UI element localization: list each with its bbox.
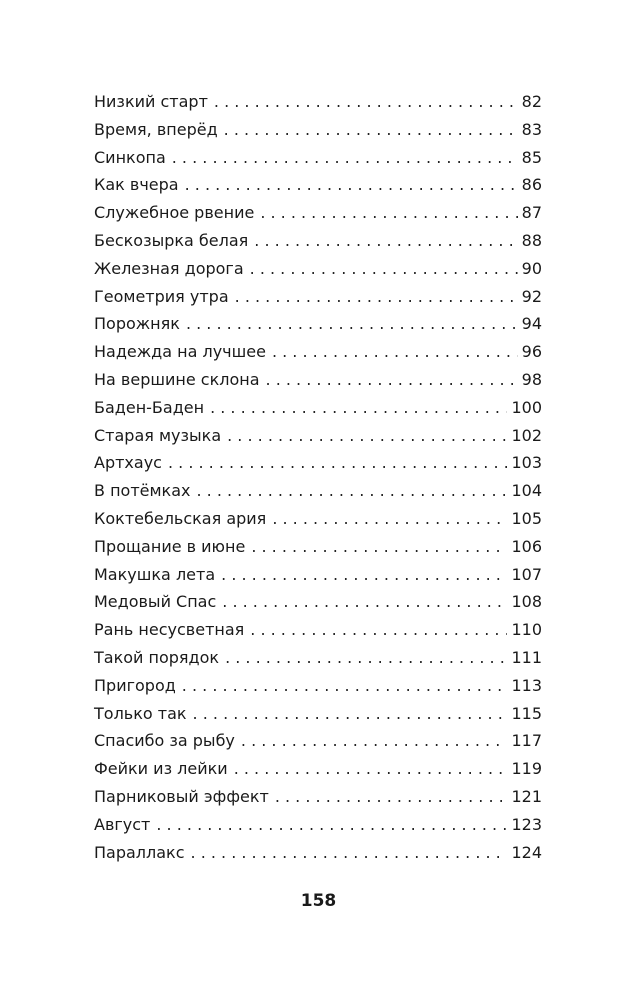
toc-entry-page: 113 bbox=[511, 675, 542, 695]
toc-dot-leader bbox=[234, 755, 508, 783]
toc-entry-page: 107 bbox=[511, 564, 542, 584]
toc-entry bbox=[94, 310, 542, 338]
toc-entry-title: Такой порядок bbox=[94, 647, 220, 667]
toc-entry-page: 105 bbox=[511, 508, 542, 528]
toc-dot-leader bbox=[272, 505, 507, 533]
toc-entry-title: Как вчера bbox=[94, 175, 179, 195]
toc-dot-leader bbox=[235, 283, 518, 311]
toc-dot-leader bbox=[225, 644, 507, 672]
toc-entry-page: 86 bbox=[521, 175, 542, 195]
toc-entry-page: 98 bbox=[521, 369, 542, 389]
toc-entry bbox=[94, 561, 542, 589]
toc-entry-page: 102 bbox=[511, 425, 542, 445]
toc-entry bbox=[94, 727, 542, 755]
toc-entry-title: Парниковый эффект bbox=[94, 786, 269, 806]
toc-entry-page: 87 bbox=[521, 203, 542, 223]
toc-entry-title: На вершине склона bbox=[94, 369, 260, 389]
toc-entry-title: Синкопа bbox=[94, 147, 166, 167]
toc-entry bbox=[94, 144, 542, 172]
toc-entry bbox=[94, 533, 542, 561]
toc-entry bbox=[94, 811, 542, 839]
toc-entry-title: Бескозырка белая bbox=[94, 230, 249, 250]
toc-entry bbox=[94, 338, 542, 366]
toc-dot-leader bbox=[275, 783, 508, 811]
toc-entry-title: Пригород bbox=[94, 675, 176, 695]
toc-entry-title: Фейки из лейки bbox=[94, 759, 228, 779]
toc-entry-page: 103 bbox=[511, 453, 542, 473]
toc-entry-page: 124 bbox=[511, 842, 542, 862]
toc-entry-title: Надежда на лучшее bbox=[94, 342, 266, 362]
toc-entry-title: Только так bbox=[94, 703, 187, 723]
toc-entry bbox=[94, 700, 542, 728]
toc-entry-page: 83 bbox=[521, 119, 542, 139]
toc-entry-page: 106 bbox=[511, 536, 542, 556]
toc-entry-page: 82 bbox=[521, 92, 542, 111]
toc-dot-leader bbox=[222, 588, 507, 616]
toc-entry-title: Служебное рвение bbox=[94, 203, 255, 223]
toc-entry bbox=[94, 839, 542, 867]
toc-entry-page: 96 bbox=[521, 342, 542, 362]
toc-entry-page: 111 bbox=[511, 647, 542, 667]
toc-entry-title: Геометрия утра bbox=[94, 286, 229, 306]
toc-entry-page: 108 bbox=[511, 592, 542, 612]
toc-entry bbox=[94, 644, 542, 672]
toc-dot-leader bbox=[191, 839, 508, 867]
toc-entry-title: Макушка лета bbox=[94, 564, 216, 584]
toc-entry-page: 104 bbox=[511, 481, 542, 501]
toc-dot-leader bbox=[250, 255, 518, 283]
toc-entry bbox=[94, 227, 542, 255]
toc-entry bbox=[94, 588, 542, 616]
toc-entry-page: 94 bbox=[521, 314, 542, 334]
page-number: 158 bbox=[300, 891, 337, 911]
toc-entry-page: 115 bbox=[511, 703, 542, 723]
toc-entry bbox=[94, 477, 542, 505]
toc-dot-leader bbox=[182, 672, 508, 700]
toc-entry bbox=[94, 283, 542, 311]
toc-entry bbox=[94, 449, 542, 477]
toc-entry bbox=[94, 116, 542, 144]
toc-entry-title: Коктебельская ария bbox=[94, 508, 267, 528]
toc-entry-page: 119 bbox=[511, 759, 542, 779]
toc-entry-title: Медовый Спас bbox=[94, 592, 217, 612]
toc-dot-leader bbox=[185, 171, 518, 199]
toc-entry-page: 90 bbox=[521, 258, 542, 278]
toc-entry-page: 92 bbox=[521, 286, 542, 306]
toc-entry-title: Артхаус bbox=[94, 453, 162, 473]
toc-entry-title: Железная дорога bbox=[94, 258, 244, 278]
toc-dot-leader bbox=[172, 144, 518, 172]
toc-entry-page: 117 bbox=[511, 731, 542, 751]
toc-dot-leader bbox=[221, 561, 507, 589]
toc-entry bbox=[94, 171, 542, 199]
toc-entry-title: В потёмках bbox=[94, 481, 191, 501]
toc-entry-page: 100 bbox=[511, 397, 542, 417]
toc-entry bbox=[94, 755, 542, 783]
toc-dot-leader bbox=[156, 811, 507, 839]
toc-dot-leader bbox=[193, 700, 508, 728]
toc-dot-leader bbox=[272, 338, 518, 366]
toc-entry-title: Рань несусветная bbox=[94, 620, 245, 640]
toc-entry bbox=[94, 505, 542, 533]
toc-entry-title: Время, вперёд bbox=[94, 119, 218, 139]
toc-entry bbox=[94, 366, 542, 394]
table-of-contents bbox=[94, 88, 542, 866]
toc-entry bbox=[94, 672, 542, 700]
toc-entry bbox=[94, 783, 542, 811]
toc-entry-title: Старая музыка bbox=[94, 425, 222, 445]
toc-dot-leader bbox=[227, 422, 507, 450]
toc-dot-leader bbox=[250, 616, 507, 644]
toc-entry-page: 110 bbox=[511, 620, 542, 640]
toc-dot-leader bbox=[168, 449, 507, 477]
toc-dot-leader bbox=[251, 533, 507, 561]
toc-entry-title: Спасибо за рыбу bbox=[94, 731, 235, 751]
toc-entry bbox=[94, 255, 542, 283]
toc-entry bbox=[94, 394, 542, 422]
toc-entry bbox=[94, 88, 542, 116]
toc-dot-leader bbox=[224, 116, 518, 144]
toc-entry-title: Низкий старт bbox=[94, 92, 208, 111]
toc-entry-page: 123 bbox=[511, 814, 542, 834]
toc-entry bbox=[94, 422, 542, 450]
toc-dot-leader bbox=[214, 88, 518, 116]
toc-entry-title: Параллакс bbox=[94, 842, 185, 862]
toc-entry-title: Порожняк bbox=[94, 314, 180, 334]
toc-entry-title: Август bbox=[94, 814, 151, 834]
toc-entry-page: 121 bbox=[511, 786, 542, 806]
toc-dot-leader bbox=[254, 227, 517, 255]
toc-entry-title: Прощание в июне bbox=[94, 536, 246, 556]
toc-entry bbox=[94, 199, 542, 227]
toc-dot-leader bbox=[260, 199, 517, 227]
toc-entry-title: Баден-Баден bbox=[94, 397, 205, 417]
toc-entry bbox=[94, 616, 542, 644]
toc-dot-leader bbox=[210, 394, 507, 422]
toc-dot-leader bbox=[186, 310, 518, 338]
toc-entry-page: 85 bbox=[521, 147, 542, 167]
toc-dot-leader bbox=[196, 477, 507, 505]
toc-entry-page: 88 bbox=[521, 230, 542, 250]
toc-dot-leader bbox=[266, 366, 518, 394]
toc-dot-leader bbox=[241, 727, 508, 755]
